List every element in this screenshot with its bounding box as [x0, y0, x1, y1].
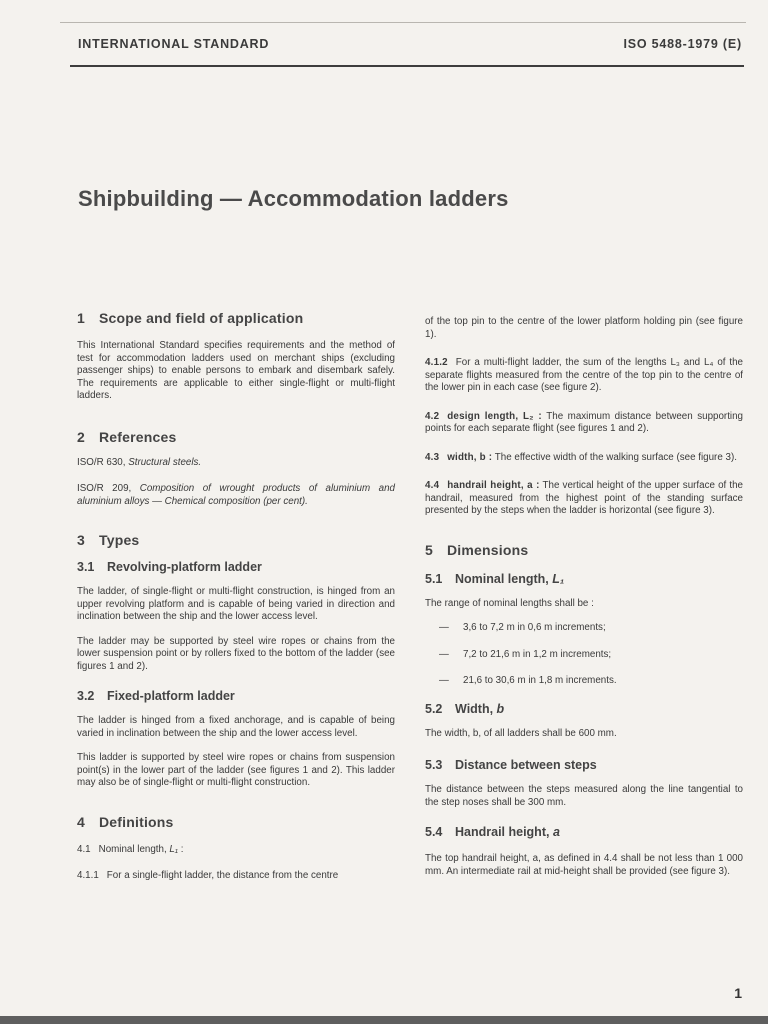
section-4-heading: 4 Definitions [77, 813, 174, 830]
header-left: INTERNATIONAL STANDARD [78, 37, 270, 51]
section-4-1-heading: 4.1 Nominal length, L₁ : [77, 843, 184, 855]
section-5-3-text: The distance between the steps measured along the line tangential to the step noses shall be 300 mm. [425, 784, 743, 808]
section-2-heading: 2 References [77, 428, 177, 445]
reference-1: ISO/R 630, Structural steels. [77, 456, 202, 468]
section-1-heading: 1 Scope and field of application [77, 310, 304, 326]
section-5-4-heading: 5.4 Handrail height, a [425, 825, 560, 839]
scan-top-line [60, 22, 746, 23]
page-number: 1 [734, 985, 742, 1001]
list-item: — 7,2 to 21,6 m in 1,2 m increments; [439, 648, 612, 660]
section-5-4-text: The top handrail height, a, as defined in 4.4 shall be not less than 1 000 mm. An intermediate rail at mid-height shall be provided (see figure 3). [425, 853, 743, 877]
section-1-text: This International Standard specifies requirements and the method of test for accommodation ladders used on merchant ships (excluding passenger ships) to enable persons to embark and disembark safely. The requirements are applicable to either single-flight or multi-flight ladders. [77, 340, 395, 401]
scan-bottom-edge [0, 1016, 768, 1024]
section-4-4-text: 4.4 handrail height, a : The vertical height of the upper surface of the handrail, measured from the highest point of the standing surface presented by the steps when the ladder is horizontal (see figure 3). [425, 480, 743, 516]
left-column [77, 310, 395, 883]
document-title: Shipbuilding — Accommodation ladders [78, 186, 509, 211]
right-column [425, 310, 743, 878]
section-4-2-text: 4.2 design length, L₂ : The maximum distance between supporting points for each separate flight (see figures 1 and 2). [425, 410, 743, 434]
section-5-1-intro: The range of nominal lengths shall be : [425, 597, 594, 609]
header-rule [70, 65, 744, 67]
nominal-length-list [425, 622, 743, 688]
list-item: — 21,6 to 30,6 m in 1,8 m increments. [439, 675, 617, 686]
section-5-3-heading: 5.3 Distance between steps [425, 758, 597, 772]
section-3-2-text-1: The ladder is hinged from a fixed anchorage, and is capable of being varied in inclination between the ship and the lower access level. [77, 715, 395, 739]
section-5-2-text: The width, b, of all ladders shall be 600 mm. [425, 727, 617, 739]
reference-2: ISO/R 209, Composition of wrought products of aluminium and aluminium alloys — Chemical composition (per cent). [77, 483, 396, 507]
header-right: ISO 5488-1979 (E) [623, 37, 742, 51]
section-3-heading: 3 Types [77, 532, 140, 548]
section-5-2-heading: 5.2 Width, b [425, 701, 505, 716]
section-3-2-heading: 3.2 Fixed-platform ladder [77, 689, 235, 703]
section-3-1-text-2: The ladder may be supported by steel wire ropes or chains from the lower suspension point or by rollers fixed to the bottom of the ladder (see figures 1 and 2). [77, 635, 395, 672]
section-4-3-text: 4.3 width, b : The effective width of the walking surface (see figure 3). [425, 451, 737, 463]
section-4-1-1-continued: of the top pin to the centre of the lower platform holding pin (see figure 1). [425, 316, 743, 340]
section-3-1-heading: 3.1 Revolving-platform ladder [77, 560, 262, 574]
list-item: — 3,6 to 7,2 m in 0,6 m increments; [439, 622, 606, 633]
section-3-2-text-2: This ladder is supported by steel wire ropes or chains from suspension point(s) in the lower part of the ladder (see figures 1 and 2). This ladder may also be of single-flight or multi-flight construction. [77, 752, 395, 788]
section-5-1-heading: 5.1 Nominal length, L₁ [425, 571, 565, 586]
page-header [78, 37, 742, 51]
section-5-heading: 5 Dimensions [425, 541, 529, 558]
section-4-1-2-text: 4.1.2 For a multi-flight ladder, the sum of the lengths L₃ and L₄ of the separate flights measured from the centre of the top pin to the centre of the lower pin in each case (see figure 2). [425, 357, 743, 393]
section-3-1-text-1: The ladder, of single-flight or multi-flight construction, is hinged from an upper revolving platform and is capable of being varied in direction and inclination between the ship and the lower access level. [77, 586, 395, 622]
section-4-1-1-text: 4.1.1 For a single-flight ladder, the distance from the centre [77, 870, 339, 881]
